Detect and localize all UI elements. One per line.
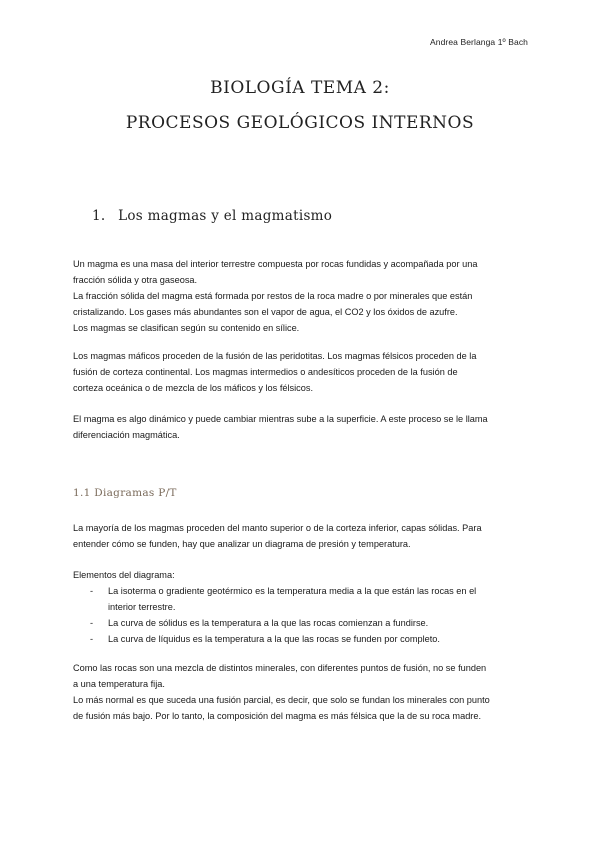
text-line: La fracción sólida del magma está formada por restos de la roca madre o por minerales que están (73, 291, 473, 301)
text-line: Los magmas se clasifican según su contenido en sílice. (73, 323, 300, 333)
paragraph-partial-fusion (73, 660, 533, 724)
list-item (90, 583, 530, 615)
text-line: corteza oceánica o de mezcla de los máficos y los félsicos. (73, 383, 314, 393)
text-line: La mayoría de los magmas proceden del manto superior o de la corteza inferior, capas sólidas. Para (73, 523, 482, 533)
text-line: Un magma es una masa del interior terrestre compuesta por rocas fundidas y acompañada por una (73, 259, 478, 269)
text-line: La isoterma o gradiente geotérmico es la temperatura media a la que están las rocas en el (108, 586, 477, 596)
text-line: a una temperatura fija. (73, 679, 165, 689)
text-line: La curva de sólidus es la temperatura a la que las rocas comienzan a fundirse. (108, 618, 429, 628)
section-heading-1 (92, 208, 332, 224)
document-title-line1: BIOLOGÍA TEMA 2: (210, 78, 390, 98)
list-dash: - (90, 634, 94, 644)
list-item (90, 631, 530, 647)
paragraph-magma-definition (73, 256, 533, 336)
text-line: fusión de corteza continental. Los magmas intermedios o andesíticos proceden de la fusión de (73, 367, 458, 377)
list-dash: - (90, 618, 94, 628)
text-line: Lo más normal es que suceda una fusión parcial, es decir, que solo se fundan los minerales con punto (73, 695, 490, 705)
section-number: 1. (92, 208, 106, 224)
text-line: de fusión más bajo. Por lo tanto, la composición del magma es más félsica que la de su roca madre. (73, 711, 482, 721)
list-intro (73, 567, 533, 583)
text-line: Elementos del diagrama: (73, 570, 175, 580)
paragraph-magma-differentiation (73, 411, 533, 443)
text-line: cristalizando. Los gases más abundantes son el vapor de agua, el CO2 y los óxidos de azufre. (73, 307, 458, 317)
diagram-elements-list (90, 583, 530, 647)
text-line: fracción sólida y otra gaseosa. (73, 275, 198, 285)
text-line: El magma es algo dinámico y puede cambiar mientras sube a la superficie. A este proceso se le llama (73, 414, 488, 424)
text-line: Como las rocas son una mezcla de distintos minerales, con diferentes puntos de fusión, no se funden (73, 663, 487, 673)
text-line: Los magmas máficos proceden de la fusión de las peridotitas. Los magmas félsicos proceden de la (73, 351, 477, 361)
text-line: entender cómo se funden, hay que analizar un diagrama de presión y temperatura. (73, 539, 411, 549)
document-title-line2: PROCESOS GEOLÓGICOS INTERNOS (125, 113, 475, 133)
section-title: Los magmas y el magmatismo (118, 208, 333, 224)
text-line: interior terrestre. (108, 602, 176, 612)
author-header: Andrea Berlanga 1º Bach (429, 37, 528, 47)
paragraph-pt-diagrams (73, 520, 533, 552)
list-dash: - (90, 586, 94, 596)
list-item (90, 615, 530, 631)
text-line: diferenciación magmática. (73, 430, 180, 440)
paragraph-magma-types (73, 348, 533, 396)
text-line: La curva de líquidus es la temperatura a la que las rocas se funden por completo. (108, 634, 440, 644)
subsection-heading-1-1: 1.1 Diagramas P/T (73, 487, 177, 499)
